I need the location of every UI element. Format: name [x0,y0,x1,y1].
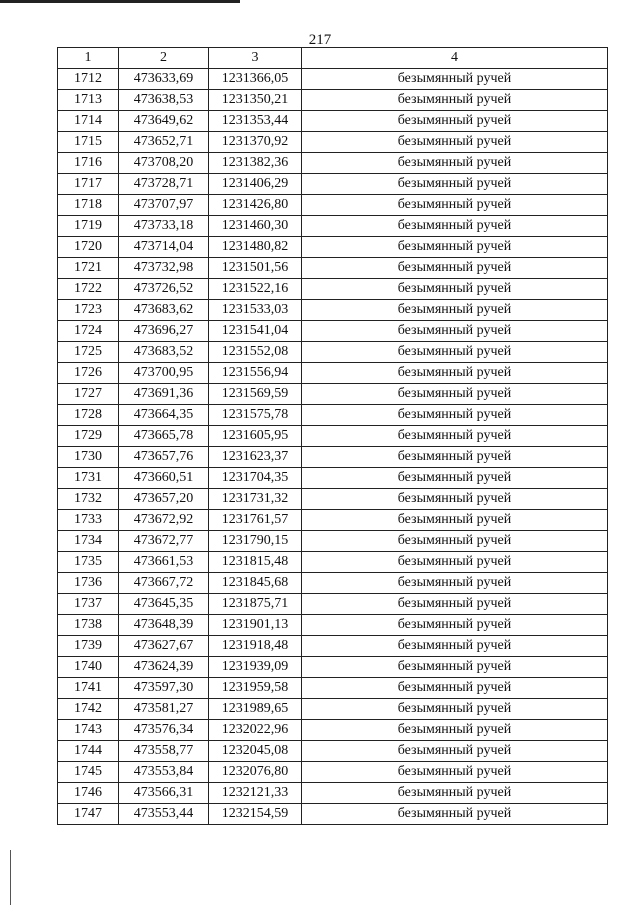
y-coordinate-cell: 1231731,32 [209,489,302,510]
y-coordinate-cell: 1231552,08 [209,342,302,363]
point-number-cell: 1715 [58,132,119,153]
x-coordinate-cell: 473728,71 [119,174,209,195]
point-number-cell: 1740 [58,657,119,678]
table-row [58,237,608,258]
table-row [58,552,608,573]
description-cell: безымянный ручей [302,615,608,636]
y-coordinate-cell: 1231522,16 [209,279,302,300]
table-row [58,321,608,342]
description-cell: безымянный ручей [302,720,608,741]
description-cell: безымянный ручей [302,195,608,216]
point-number-cell: 1721 [58,258,119,279]
description-cell: безымянный ручей [302,741,608,762]
y-coordinate-cell: 1231605,95 [209,426,302,447]
y-coordinate-cell: 1231989,65 [209,699,302,720]
table-row [58,678,608,699]
point-number-cell: 1743 [58,720,119,741]
description-cell: безымянный ручей [302,426,608,447]
y-coordinate-cell: 1231426,80 [209,195,302,216]
table-row [58,657,608,678]
description-cell: безымянный ручей [302,531,608,552]
y-coordinate-cell: 1231845,68 [209,573,302,594]
y-coordinate-cell: 1231556,94 [209,363,302,384]
y-coordinate-cell: 1231959,58 [209,678,302,699]
x-coordinate-cell: 473657,76 [119,447,209,468]
point-number-cell: 1733 [58,510,119,531]
table-row [58,573,608,594]
y-coordinate-cell: 1232022,96 [209,720,302,741]
table-row [58,342,608,363]
table-body [58,69,608,825]
y-coordinate-cell: 1231623,37 [209,447,302,468]
table-row [58,69,608,90]
y-coordinate-cell: 1232076,80 [209,762,302,783]
y-coordinate-cell: 1232154,59 [209,804,302,825]
x-coordinate-cell: 473708,20 [119,153,209,174]
description-cell: безымянный ручей [302,447,608,468]
description-cell: безымянный ручей [302,90,608,111]
table-row [58,489,608,510]
description-cell: безымянный ручей [302,699,608,720]
x-coordinate-cell: 473664,35 [119,405,209,426]
table-row [58,111,608,132]
point-number-cell: 1747 [58,804,119,825]
table-row [58,405,608,426]
table-row [58,384,608,405]
table-row [58,615,608,636]
point-number-cell: 1718 [58,195,119,216]
point-number-cell: 1731 [58,468,119,489]
x-coordinate-cell: 473581,27 [119,699,209,720]
x-coordinate-cell: 473726,52 [119,279,209,300]
point-number-cell: 1737 [58,594,119,615]
y-coordinate-cell: 1231790,15 [209,531,302,552]
x-coordinate-cell: 473691,36 [119,384,209,405]
table-row [58,804,608,825]
description-cell: безымянный ручей [302,804,608,825]
x-coordinate-cell: 473638,53 [119,90,209,111]
point-number-cell: 1745 [58,762,119,783]
description-cell: безымянный ручей [302,384,608,405]
x-coordinate-cell: 473645,35 [119,594,209,615]
point-number-cell: 1720 [58,237,119,258]
scan-border-left [10,850,11,905]
table-row [58,468,608,489]
x-coordinate-cell: 473660,51 [119,468,209,489]
x-coordinate-cell: 473707,97 [119,195,209,216]
description-cell: безымянный ручей [302,636,608,657]
x-coordinate-cell: 473576,34 [119,720,209,741]
header-col-4: 4 [302,48,608,69]
point-number-cell: 1734 [58,531,119,552]
x-coordinate-cell: 473683,52 [119,342,209,363]
point-number-cell: 1727 [58,384,119,405]
description-cell: безымянный ручей [302,216,608,237]
y-coordinate-cell: 1231533,03 [209,300,302,321]
y-coordinate-cell: 1231370,92 [209,132,302,153]
description-cell: безымянный ручей [302,510,608,531]
coordinates-table [57,47,608,825]
y-coordinate-cell: 1231704,35 [209,468,302,489]
y-coordinate-cell: 1231939,09 [209,657,302,678]
y-coordinate-cell: 1231460,30 [209,216,302,237]
x-coordinate-cell: 473558,77 [119,741,209,762]
table-row [58,300,608,321]
description-cell: безымянный ручей [302,237,608,258]
x-coordinate-cell: 473624,39 [119,657,209,678]
x-coordinate-cell: 473661,53 [119,552,209,573]
description-cell: безымянный ручей [302,153,608,174]
x-coordinate-cell: 473733,18 [119,216,209,237]
description-cell: безымянный ручей [302,342,608,363]
x-coordinate-cell: 473652,71 [119,132,209,153]
y-coordinate-cell: 1231815,48 [209,552,302,573]
description-cell: безымянный ручей [302,489,608,510]
table-row [58,153,608,174]
point-number-cell: 1724 [58,321,119,342]
x-coordinate-cell: 473700,95 [119,363,209,384]
point-number-cell: 1730 [58,447,119,468]
x-coordinate-cell: 473566,31 [119,783,209,804]
y-coordinate-cell: 1231406,29 [209,174,302,195]
x-coordinate-cell: 473714,04 [119,237,209,258]
table-row [58,174,608,195]
description-cell: безымянный ручей [302,69,608,90]
description-cell: безымянный ручей [302,300,608,321]
point-number-cell: 1722 [58,279,119,300]
header-row [58,48,608,69]
y-coordinate-cell: 1231382,36 [209,153,302,174]
table-row [58,132,608,153]
point-number-cell: 1713 [58,90,119,111]
description-cell: безымянный ручей [302,657,608,678]
table-row [58,636,608,657]
x-coordinate-cell: 473633,69 [119,69,209,90]
table-row [58,699,608,720]
description-cell: безымянный ручей [302,132,608,153]
x-coordinate-cell: 473696,27 [119,321,209,342]
description-cell: безымянный ручей [302,573,608,594]
x-coordinate-cell: 473672,77 [119,531,209,552]
x-coordinate-cell: 473667,72 [119,573,209,594]
table-row [58,363,608,384]
y-coordinate-cell: 1232045,08 [209,741,302,762]
x-coordinate-cell: 473672,92 [119,510,209,531]
table-row [58,531,608,552]
y-coordinate-cell: 1232121,33 [209,783,302,804]
point-number-cell: 1714 [58,111,119,132]
description-cell: безымянный ручей [302,552,608,573]
table-row [58,510,608,531]
table-row [58,279,608,300]
header-col-3: 3 [209,48,302,69]
table-row [58,447,608,468]
x-coordinate-cell: 473553,84 [119,762,209,783]
point-number-cell: 1739 [58,636,119,657]
x-coordinate-cell: 473649,62 [119,111,209,132]
description-cell: безымянный ручей [302,258,608,279]
y-coordinate-cell: 1231501,56 [209,258,302,279]
table-row [58,783,608,804]
point-number-cell: 1742 [58,699,119,720]
y-coordinate-cell: 1231366,05 [209,69,302,90]
y-coordinate-cell: 1231901,13 [209,615,302,636]
description-cell: безымянный ручей [302,783,608,804]
table-header [58,48,608,69]
y-coordinate-cell: 1231541,04 [209,321,302,342]
description-cell: безымянный ручей [302,594,608,615]
x-coordinate-cell: 473665,78 [119,426,209,447]
point-number-cell: 1717 [58,174,119,195]
point-number-cell: 1725 [58,342,119,363]
y-coordinate-cell: 1231918,48 [209,636,302,657]
x-coordinate-cell: 473553,44 [119,804,209,825]
header-col-2: 2 [119,48,209,69]
description-cell: безымянный ручей [302,111,608,132]
x-coordinate-cell: 473657,20 [119,489,209,510]
table-row [58,216,608,237]
table-row [58,426,608,447]
description-cell: безымянный ручей [302,363,608,384]
point-number-cell: 1723 [58,300,119,321]
point-number-cell: 1712 [58,69,119,90]
y-coordinate-cell: 1231353,44 [209,111,302,132]
table-row [58,720,608,741]
description-cell: безымянный ручей [302,321,608,342]
point-number-cell: 1735 [58,552,119,573]
description-cell: безымянный ручей [302,762,608,783]
point-number-cell: 1744 [58,741,119,762]
table-row [58,741,608,762]
description-cell: безымянный ручей [302,279,608,300]
y-coordinate-cell: 1231569,59 [209,384,302,405]
table-row [58,594,608,615]
description-cell: безымянный ручей [302,678,608,699]
point-number-cell: 1729 [58,426,119,447]
point-number-cell: 1746 [58,783,119,804]
y-coordinate-cell: 1231480,82 [209,237,302,258]
description-cell: безымянный ручей [302,405,608,426]
x-coordinate-cell: 473732,98 [119,258,209,279]
x-coordinate-cell: 473648,39 [119,615,209,636]
point-number-cell: 1726 [58,363,119,384]
scan-border-top [0,0,240,3]
y-coordinate-cell: 1231875,71 [209,594,302,615]
table-row [58,258,608,279]
point-number-cell: 1736 [58,573,119,594]
point-number-cell: 1732 [58,489,119,510]
point-number-cell: 1741 [58,678,119,699]
table-row [58,762,608,783]
point-number-cell: 1716 [58,153,119,174]
table-row [58,195,608,216]
x-coordinate-cell: 473627,67 [119,636,209,657]
point-number-cell: 1738 [58,615,119,636]
page-number: 217 [308,32,332,48]
point-number-cell: 1719 [58,216,119,237]
y-coordinate-cell: 1231350,21 [209,90,302,111]
x-coordinate-cell: 473683,62 [119,300,209,321]
y-coordinate-cell: 1231575,78 [209,405,302,426]
description-cell: безымянный ручей [302,174,608,195]
point-number-cell: 1728 [58,405,119,426]
table-row [58,90,608,111]
description-cell: безымянный ручей [302,468,608,489]
y-coordinate-cell: 1231761,57 [209,510,302,531]
x-coordinate-cell: 473597,30 [119,678,209,699]
header-col-1: 1 [58,48,119,69]
